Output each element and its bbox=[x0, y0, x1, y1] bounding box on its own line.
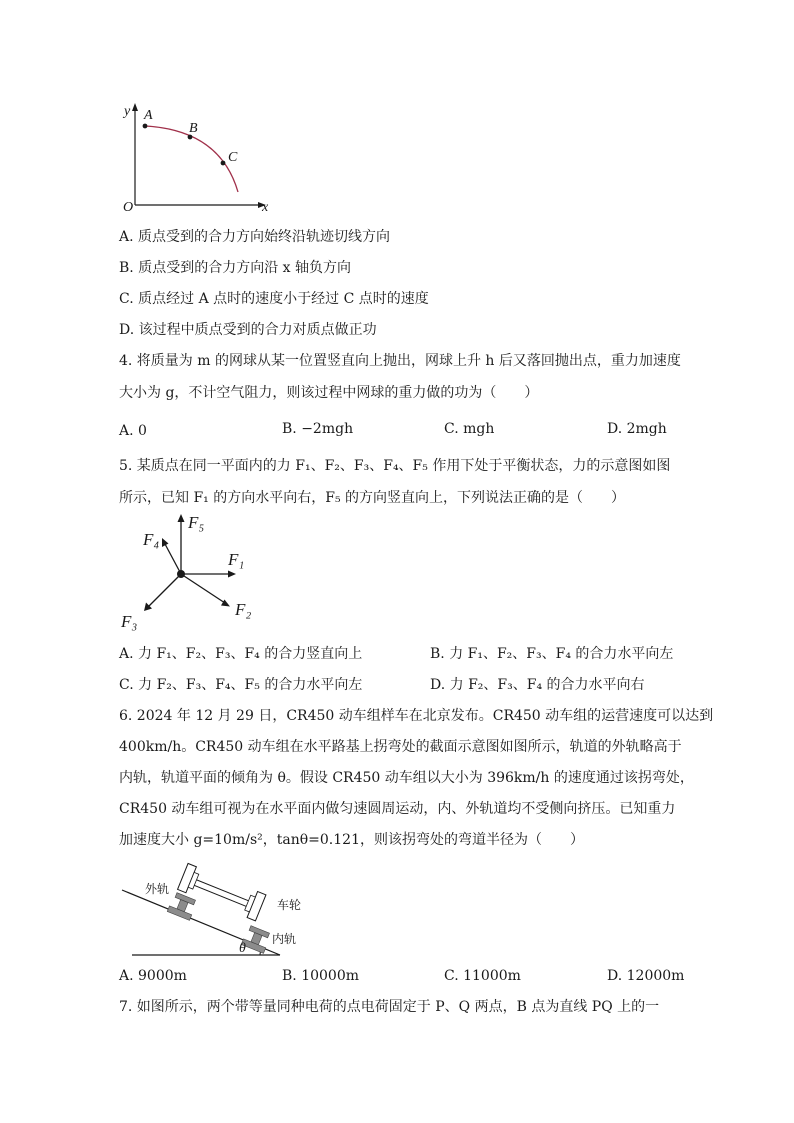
wheel-label: 车轮 bbox=[277, 898, 302, 912]
q7-stem-line1: 7. 如图所示，两个带等量同种电荷的点电荷固定于 P、Q 两点，B 点为直线 PQ 上的一 bbox=[119, 999, 660, 1015]
y-axis-label: y bbox=[124, 104, 131, 119]
point-a-label: A bbox=[144, 108, 153, 123]
q4-stem-line1: 4. 将质量为 m 的网球从某一位置竖直向上抛出，网球上升 h 后又落回抛出点，重力加速度 bbox=[119, 353, 681, 369]
x-axis-label: x bbox=[262, 200, 269, 215]
outer-rail-shape bbox=[167, 892, 197, 920]
point-a-dot bbox=[143, 124, 148, 129]
force-f3-arrow bbox=[148, 574, 181, 607]
q3-option-d: D. 该过程中质点受到的合力对质点做正功 bbox=[119, 322, 377, 338]
q5-stem-line2: 所示，已知 F₁ 的方向水平向右，F₅ 的方向竖直向上，下列说法正确的是（ ） bbox=[119, 490, 626, 506]
q6-stem-line5: 加速度大小 g=10m/s²，tanθ=0.121，则该拐弯处的弯道半径为（ ） bbox=[119, 832, 584, 848]
q4-stem-line2: 大小为 g，不计空气阻力，则该过程中网球的重力做的功为（ ） bbox=[119, 385, 539, 401]
q6-stem-line2: 400km/h。CR450 动车组在水平路基上拐弯处的截面示意图如图所示，轨道的外轨略高于 bbox=[119, 739, 682, 755]
q4-option-a: A. 0 bbox=[119, 423, 147, 439]
q6-stem-line4: CR450 动车组可视为在水平面内做匀速圆周运动，内、外轨道均不受侧向挤压。已知重力 bbox=[119, 801, 676, 817]
q3-option-a: A. 质点受到的合力方向始终沿轨迹切线方向 bbox=[119, 229, 391, 245]
q6-stem-line3: 内轨，轨道平面的倾角为 θ。假设 CR450 动车组以大小为 396km/h 的速度通过该拐弯处， bbox=[119, 770, 694, 786]
q6-option-b: B. 10000m bbox=[282, 968, 359, 984]
f4-label: F₄ bbox=[143, 530, 160, 549]
q6-option-a: A. 9000m bbox=[119, 968, 187, 984]
q4-option-d: D. 2mgh bbox=[607, 421, 667, 437]
q5-option-c: C. 力 F₂、F₃、F₄、F₅ 的合力水平向左 bbox=[119, 677, 363, 693]
theta-label: θ bbox=[239, 941, 246, 956]
particle-dot bbox=[177, 570, 185, 578]
q4-option-b: B. −2mgh bbox=[282, 421, 354, 437]
f5-label: F₅ bbox=[188, 513, 205, 532]
q6-stem-line1: 6. 2024 年 12 月 29 日，CR450 动车组样车在北京发布。CR450 动车组的运营速度可以达到 bbox=[119, 708, 714, 724]
q4-option-c: C. mgh bbox=[444, 421, 495, 437]
q6-option-c: C. 11000m bbox=[444, 968, 521, 984]
track-cross-section-figure bbox=[110, 860, 290, 960]
f2-label: F₂ bbox=[235, 600, 252, 619]
origin-label: O bbox=[123, 200, 134, 215]
wheel-axle-shape bbox=[178, 863, 266, 920]
f3-label: F₃ bbox=[121, 612, 138, 631]
point-b-label: B bbox=[189, 121, 198, 136]
y-axis-arrow bbox=[132, 103, 138, 111]
f1-label: F₁ bbox=[228, 550, 245, 569]
q6-option-d: D. 12000m bbox=[607, 968, 685, 984]
q3-option-b: B. 质点受到的合力方向沿 x 轴负方向 bbox=[119, 260, 351, 276]
q5-option-d: D. 力 F₂、F₃、F₄ 的合力水平向右 bbox=[430, 677, 645, 693]
point-c-label: C bbox=[228, 150, 238, 165]
q5-option-a: A. 力 F₁、F₂、F₃、F₄ 的合力竖直向上 bbox=[119, 646, 363, 662]
inner-rail-label: 内轨 bbox=[272, 932, 297, 946]
q5-stem-line1: 5. 某质点在同一平面内的力 F₁、F₂、F₃、F₄、F₅ 作用下处于平衡状态，力的示意图如图 bbox=[119, 458, 671, 474]
q5-option-b: B. 力 F₁、F₂、F₃、F₄ 的合力水平向左 bbox=[430, 646, 674, 662]
point-c-dot bbox=[221, 161, 226, 166]
q3-option-c: C. 质点经过 A 点时的速度小于经过 C 点时的速度 bbox=[119, 291, 429, 307]
outer-rail-label: 外轨 bbox=[145, 882, 170, 896]
force-f2-arrow bbox=[181, 574, 225, 603]
force-f4-arrow bbox=[165, 544, 181, 574]
